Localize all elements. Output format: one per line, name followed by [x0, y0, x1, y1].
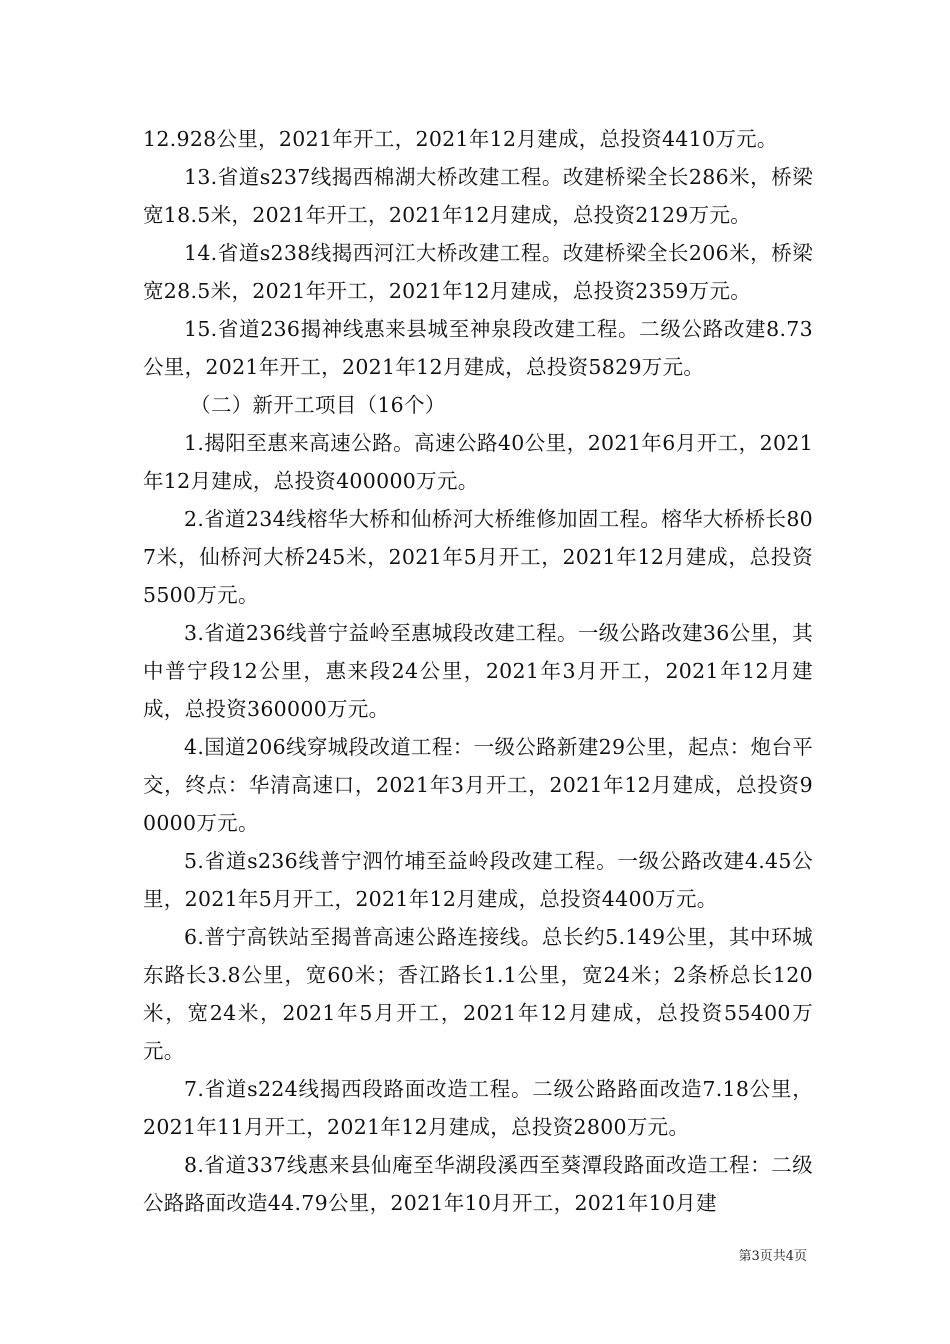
paragraph-new-item-8: 8.省道337线惠来县仙庵至华湖段溪西至葵潭段路面改造工程：二级公路路面改造44.79公里，2021年10月开工，2021年10月建 — [143, 1153, 813, 1215]
paragraph-item-15: 15.省道236揭神线惠来县城至神泉段改建工程。二级公路改建8.73公里，2021年开工，2021年12月建成，总投资5829万元。 — [143, 317, 813, 379]
paragraph-item-13: 13.省道s237线揭西棉湖大桥改建工程。改建桥梁全长286米，桥梁宽18.5米，2021年开工，2021年12月建成，总投资2129万元。 — [143, 165, 813, 227]
paragraph-new-item-3: 3.省道236线普宁益岭至惠城段改建工程。一级公路改建36公里，其中普宁段12公里，惠来段24公里，2021年3月开工，2021年12月建成，总投资360000万元。 — [143, 621, 813, 721]
paragraph-new-item-5: 5.省道s236线普宁泗竹埔至益岭段改建工程。一级公路改建4.45公里，2021年5月开工，2021年12月建成，总投资4400万元。 — [143, 849, 813, 911]
paragraph-continuation: 12.928公里，2021年开工，2021年12月建成，总投资4410万元。 — [143, 127, 778, 151]
paragraph-item-14: 14.省道s238线揭西河江大桥改建工程。改建桥梁全长206米，桥梁宽28.5米，2021年开工，2021年12月建成，总投资2359万元。 — [143, 241, 813, 303]
document-body — [143, 120, 813, 1222]
paragraph-new-item-4: 4.国道206线穿城段改道工程：一级公路新建29公里，起点：炮台平交，终点：华清高速口，2021年3月开工，2021年12月建成，总投资90000万元。 — [143, 735, 813, 835]
paragraph-new-item-1: 1.揭阳至惠来高速公路。高速公路40公里，2021年6月开工，2021年12月建成，总投资400000万元。 — [143, 431, 813, 493]
page-number-footer: 第3页共4页 — [738, 1249, 807, 1264]
paragraph-new-item-6: 6.普宁高铁站至揭普高速公路连接线。总长约5.149公里，其中环城东路长3.8公里，宽60米；香江路长1.1公里，宽24米；2条桥总长120米，宽24米，2021年5月开工，2021年12月建成，总投资55400万元。 — [143, 925, 813, 1063]
section-heading-new-projects: （二）新开工项目（16个） — [190, 393, 446, 417]
paragraph-new-item-2: 2.省道234线榕华大桥和仙桥河大桥维修加固工程。榕华大桥桥长807米，仙桥河大桥245米，2021年5月开工，2021年12月建成，总投资5500万元。 — [143, 507, 813, 607]
paragraph-new-item-7: 7.省道s224线揭西段路面改造工程。二级公路路面改造7.18公里，2021年11月开工，2021年12月建成，总投资2800万元。 — [143, 1077, 813, 1139]
